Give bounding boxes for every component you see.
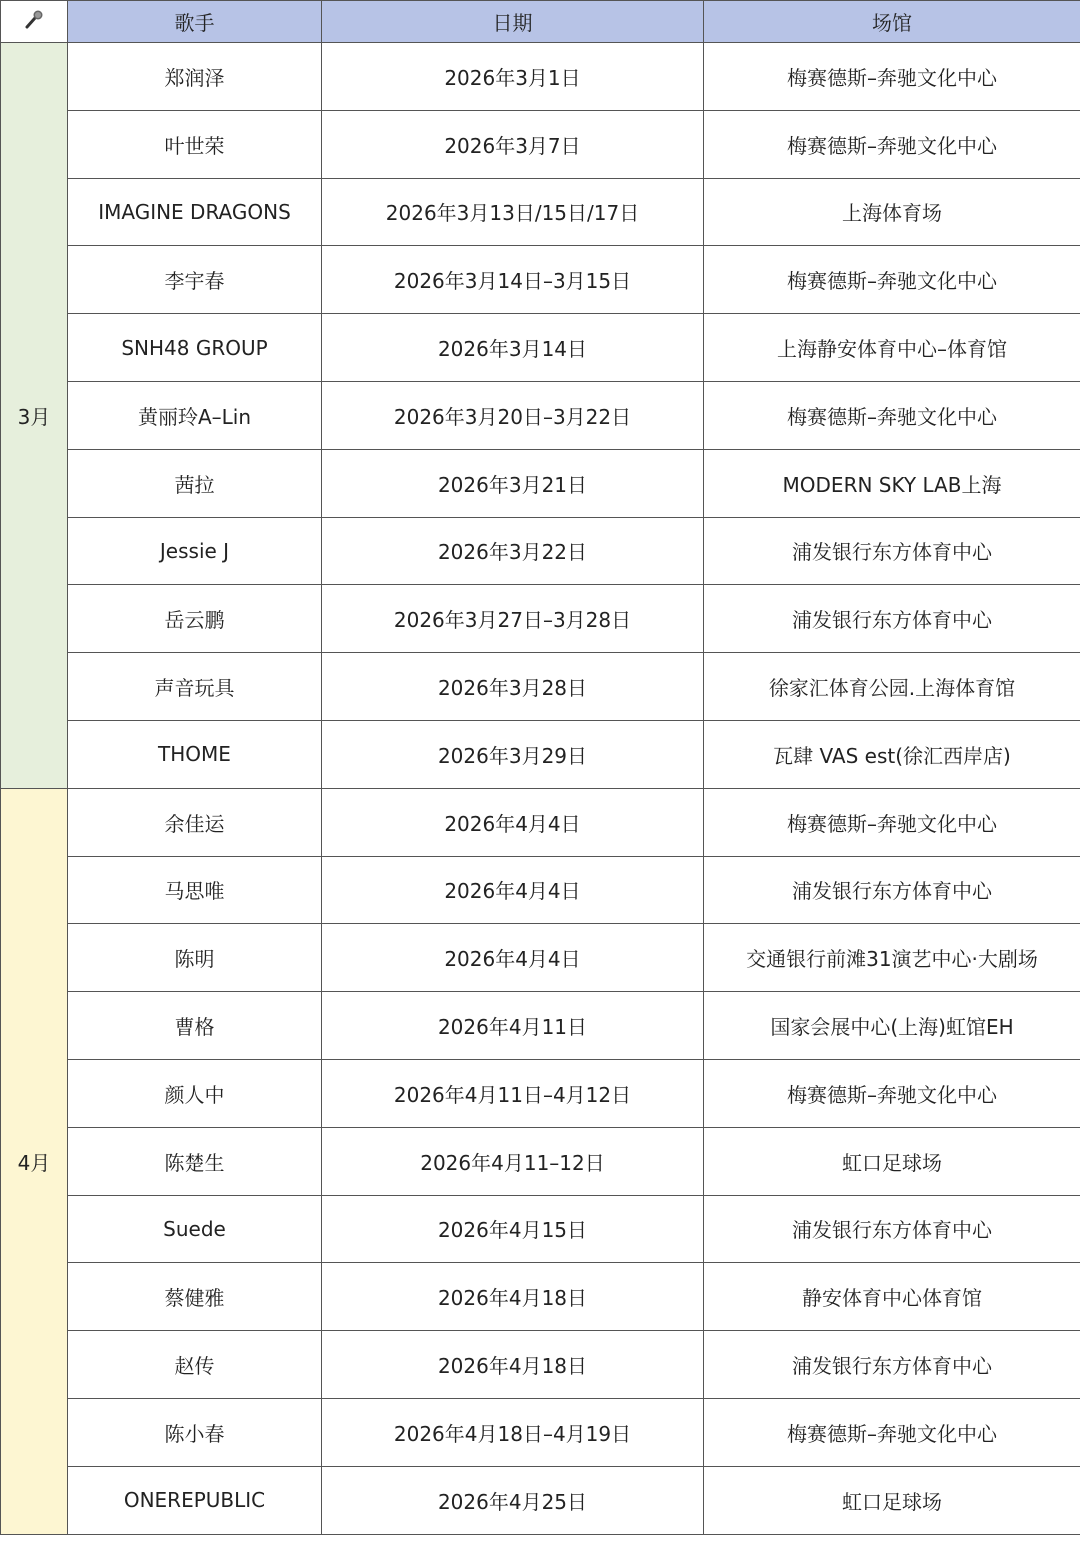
singer-cell: SNH48 GROUP xyxy=(68,314,322,382)
date-cell: 2026年4月4日 xyxy=(322,856,704,924)
venue-cell: 梅赛德斯–奔驰文化中心 xyxy=(704,43,1080,111)
month-label: 4月 xyxy=(1,788,68,1534)
singer-cell: 茜拉 xyxy=(68,449,322,517)
table-row xyxy=(1,788,1080,856)
date-cell: 2026年3月14日 xyxy=(322,314,704,382)
singer-cell: Jessie J xyxy=(68,517,322,585)
table-row xyxy=(1,1398,1080,1466)
venue-cell: 梅赛德斯–奔驰文化中心 xyxy=(704,110,1080,178)
venue-cell: 浦发银行东方体育中心 xyxy=(704,1195,1080,1263)
table-row xyxy=(1,1466,1080,1534)
table-row xyxy=(1,992,1080,1060)
table-row xyxy=(1,924,1080,992)
venue-cell: 梅赛德斯–奔驰文化中心 xyxy=(704,1059,1080,1127)
table-row xyxy=(1,178,1080,246)
venue-cell: 梅赛德斯–奔驰文化中心 xyxy=(704,788,1080,856)
month-label: 3月 xyxy=(1,43,68,789)
date-cell: 2026年4月11日–4月12日 xyxy=(322,1059,704,1127)
table-row xyxy=(1,110,1080,178)
date-cell: 2026年3月14日–3月15日 xyxy=(322,246,704,314)
table-row xyxy=(1,653,1080,721)
venue-cell: 虹口足球场 xyxy=(704,1127,1080,1195)
table-row xyxy=(1,1331,1080,1399)
singer-cell: 陈楚生 xyxy=(68,1127,322,1195)
date-cell: 2026年4月18日 xyxy=(322,1263,704,1331)
table-row xyxy=(1,1195,1080,1263)
date-cell: 2026年4月4日 xyxy=(322,924,704,992)
date-cell: 2026年3月27日–3月28日 xyxy=(322,585,704,653)
singer-cell: 陈小春 xyxy=(68,1398,322,1466)
singer-cell: 岳云鹏 xyxy=(68,585,322,653)
date-cell: 2026年3月28日 xyxy=(322,653,704,721)
date-cell: 2026年3月13日/15日/17日 xyxy=(322,178,704,246)
table-row xyxy=(1,1059,1080,1127)
table-row xyxy=(1,246,1080,314)
singer-cell: 声音玩具 xyxy=(68,653,322,721)
singer-cell: 郑润泽 xyxy=(68,43,322,111)
singer-cell: THOME xyxy=(68,720,322,788)
date-cell: 2026年3月22日 xyxy=(322,517,704,585)
venue-cell: 静安体育中心体育馆 xyxy=(704,1263,1080,1331)
singer-cell: 叶世荣 xyxy=(68,110,322,178)
singer-cell: 李宇春 xyxy=(68,246,322,314)
singer-cell: 蔡健雅 xyxy=(68,1263,322,1331)
venue-cell: 上海体育场 xyxy=(704,178,1080,246)
singer-cell: 陈明 xyxy=(68,924,322,992)
venue-cell: 梅赛德斯–奔驰文化中心 xyxy=(704,381,1080,449)
table-row xyxy=(1,381,1080,449)
table-row xyxy=(1,517,1080,585)
venue-cell: 浦发银行东方体育中心 xyxy=(704,585,1080,653)
singer-cell: 黄丽玲A–Lin xyxy=(68,381,322,449)
venue-cell: MODERN SKY LAB上海 xyxy=(704,449,1080,517)
venue-cell: 瓦肆 VAS est(徐汇西岸店) xyxy=(704,720,1080,788)
table-row xyxy=(1,449,1080,517)
header-date: 日期 xyxy=(322,1,704,43)
date-cell: 2026年3月20日–3月22日 xyxy=(322,381,704,449)
singer-cell: 赵传 xyxy=(68,1331,322,1399)
date-cell: 2026年4月15日 xyxy=(322,1195,704,1263)
venue-cell: 交通银行前滩31演艺中心·大剧场 xyxy=(704,924,1080,992)
date-cell: 2026年4月4日 xyxy=(322,788,704,856)
singer-cell: Suede xyxy=(68,1195,322,1263)
venue-cell: 梅赛德斯–奔驰文化中心 xyxy=(704,246,1080,314)
venue-cell: 浦发银行东方体育中心 xyxy=(704,1331,1080,1399)
header-venue: 场馆 xyxy=(704,1,1080,43)
date-cell: 2026年4月11日 xyxy=(322,992,704,1060)
singer-cell: IMAGINE DRAGONS xyxy=(68,178,322,246)
venue-cell: 梅赛德斯–奔驰文化中心 xyxy=(704,1398,1080,1466)
date-cell: 2026年3月7日 xyxy=(322,110,704,178)
table-row xyxy=(1,720,1080,788)
venue-cell: 上海静安体育中心–体育馆 xyxy=(704,314,1080,382)
table-row xyxy=(1,585,1080,653)
date-cell: 2026年4月18日 xyxy=(322,1331,704,1399)
table-row xyxy=(1,856,1080,924)
singer-cell: 曹格 xyxy=(68,992,322,1060)
header-icon-cell xyxy=(1,1,68,43)
singer-cell: 颜人中 xyxy=(68,1059,322,1127)
venue-cell: 浦发银行东方体育中心 xyxy=(704,856,1080,924)
table-row xyxy=(1,314,1080,382)
singer-cell: 余佳运 xyxy=(68,788,322,856)
venue-cell: 徐家汇体育公园.上海体育馆 xyxy=(704,653,1080,721)
venue-cell: 浦发银行东方体育中心 xyxy=(704,517,1080,585)
date-cell: 2026年3月29日 xyxy=(322,720,704,788)
table-row xyxy=(1,43,1080,111)
table-row xyxy=(1,1263,1080,1331)
date-cell: 2026年4月25日 xyxy=(322,1466,704,1534)
date-cell: 2026年4月11–12日 xyxy=(322,1127,704,1195)
venue-cell: 虹口足球场 xyxy=(704,1466,1080,1534)
date-cell: 2026年3月1日 xyxy=(322,43,704,111)
date-cell: 2026年4月18日–4月19日 xyxy=(322,1398,704,1466)
microphone-icon xyxy=(23,8,45,30)
table-row xyxy=(1,1127,1080,1195)
date-cell: 2026年3月21日 xyxy=(322,449,704,517)
singer-cell: ONEREPUBLIC xyxy=(68,1466,322,1534)
header-row xyxy=(1,1,1080,43)
singer-cell: 马思唯 xyxy=(68,856,322,924)
venue-cell: 国家会展中心(上海)虹馆EH xyxy=(704,992,1080,1060)
header-singer: 歌手 xyxy=(68,1,322,43)
